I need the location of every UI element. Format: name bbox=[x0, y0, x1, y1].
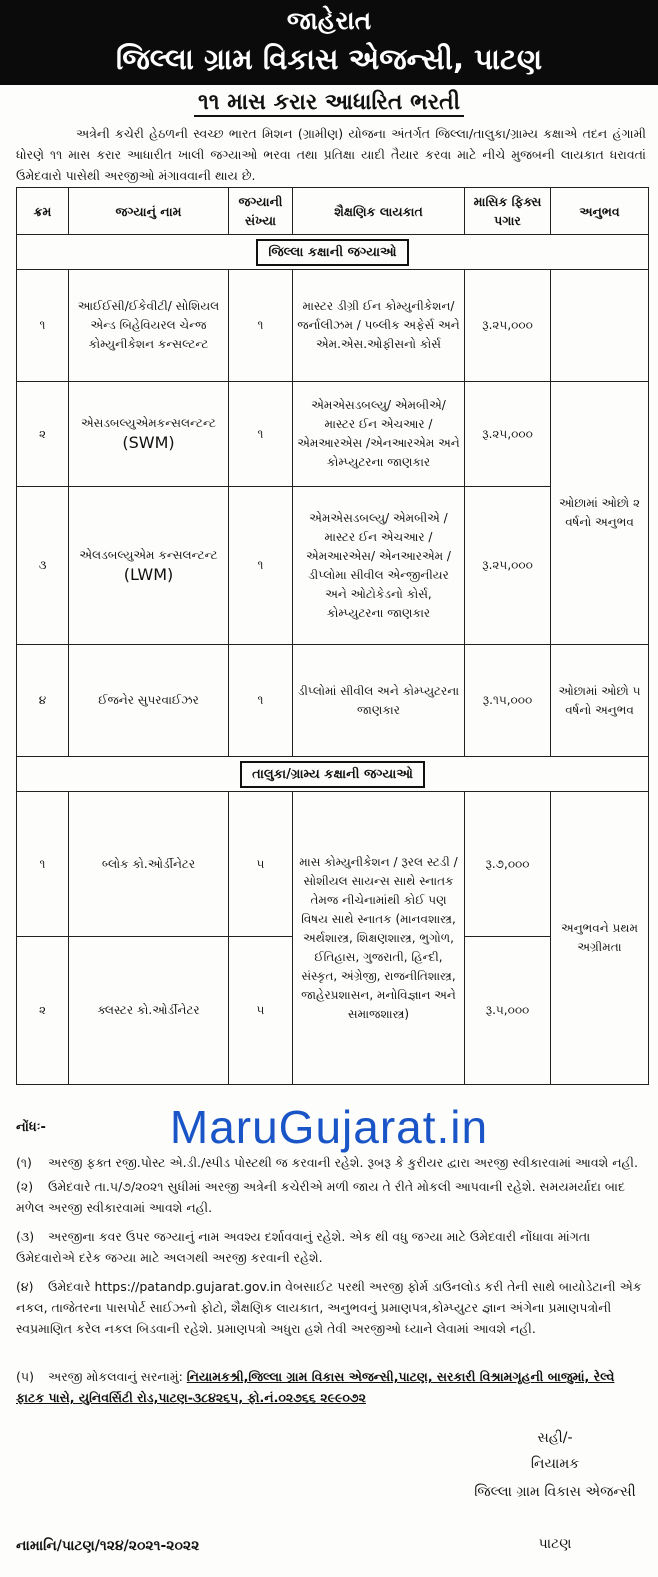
table-header-row bbox=[17, 188, 649, 235]
cell-post: આઈઈસી/ઈકેવીટી/ સોશિયલ એન્ડ બિહેવિયરલ ચેન્જ કોમ્યુનીકેશન કન્સલ્ટન્ટ bbox=[69, 270, 229, 382]
cell-experience-empty bbox=[551, 270, 649, 382]
signature-place: પાટણ bbox=[538, 1536, 572, 1552]
table-row bbox=[17, 792, 649, 937]
cell-qualification: એમએસડબલ્યુ/ એમબીએ / માસ્ટર ઈન એચઆર /એમઆરએસ/ એનઆરએમ / ડીપ્લોમા સીવીલ એન્જીનીયર અને ઓટોકેડનો કોર્સ, કોમ્પ્યુટરના જાણકાર bbox=[293, 487, 465, 645]
intro-paragraph: અત્રેની કચેરી હેઠળની સ્વચ્છ ભારત મિશન (ગ્રામીણ) યોજના અંતર્ગત જિલ્લા/તાલુકા/ગ્રામ્ય કક્ષાએ તદન હંગામી ધોરણે ૧૧ માસ કરાર આધારીત ખાલી જગ્યાઓ ભરવા તથા પ્રતિક્ષા યાદી તૈયાર કરવા માટે નીચે મુજબની લાયકાત ધરાવતાં ઉમેદવારો પાસેથી અરજીઓ મંગાવવાની થાય છે. bbox=[16, 126, 646, 183]
cell-salary: રૂ.૭,૦૦૦ bbox=[465, 792, 551, 937]
cell-serial: ૨ bbox=[17, 937, 69, 1085]
vacancy-table bbox=[16, 187, 649, 1085]
cell-experience: અનુભવને પ્રથમ અગ્રીમતા bbox=[551, 792, 649, 1085]
cell-qualification: એમએસડબલ્યુ/ એમબીએ/ માસ્ટર ઈન એચઆર /એમઆરએસ /એનઆરએમ અને કોમ્પ્યુટરના જાણકાર bbox=[293, 382, 465, 487]
cell-count: ૧ bbox=[229, 487, 293, 645]
cell-qualification: માસ્ટર ડીગ્રી ઈન કોમ્યુનીકેશન/ જર્નાલીઝમ / પબ્લીક અફેર્સ અને એમ.એસ.ઓફીસનો કોર્સ bbox=[293, 270, 465, 382]
cell-count: ૫ bbox=[229, 937, 293, 1085]
col-header-salary: માસિક ફિક્સ પગાર bbox=[465, 188, 551, 235]
cell-serial: ૪ bbox=[17, 645, 69, 757]
col-header-serial: ક્રમ bbox=[17, 188, 69, 235]
cell-serial: ૩ bbox=[17, 487, 69, 645]
cell-experience: ઓછામાં ઓછો ૨ વર્ષનો અનુભવ bbox=[551, 382, 649, 645]
signature-title: નિયામક bbox=[530, 1456, 580, 1472]
reference-number: નામાનિ/પાટણ/૧૨૪/૨૦૨૧-૨૦૨૨ bbox=[16, 1538, 200, 1554]
header-title: જાહેરાત bbox=[286, 6, 372, 35]
section-row-taluka bbox=[17, 757, 649, 792]
notes-label: નોંધઃ- bbox=[16, 1120, 46, 1135]
header-banner bbox=[0, 0, 658, 85]
col-header-qualification: શૈક્ષણિક લાયકાત bbox=[293, 188, 465, 235]
cell-salary: રૂ.૨૫,૦૦૦ bbox=[465, 382, 551, 487]
note-1: (૧) અરજી ફક્ત રજી.પોસ્ટ એ.ડી./સ્પીડ પોસ્ટથી જ કરવાની રહેશે. રૂબરૂ કે કુરીયર દ્વારા અરજી સ્વીકારવામાં આવશે નહી. bbox=[16, 1155, 638, 1170]
cell-experience: ઓછામાં ઓછો ૫ વર્ષનો અનુભવ bbox=[551, 645, 649, 757]
cell-post: એલડબલ્યુએમ કન્સલન્ટન્ટ (LWM) bbox=[69, 487, 229, 645]
cell-post: ઈજનેર સુપરવાઈઝર bbox=[69, 645, 229, 757]
cell-count: ૧ bbox=[229, 382, 293, 487]
table-row bbox=[17, 382, 649, 487]
recruitment-subtitle: ૧૧ માસ કરાર આધારિત ભરતી bbox=[0, 90, 658, 115]
cell-qualification: ડીપ્લોમાં સીવીલ અને કોમ્પ્યુટરના જાણકાર bbox=[293, 645, 465, 757]
note-3: (૩) અરજીના કવર ઉપર જગ્યાનું નામ અવશ્ય દર્શાવવાનું રહેશે. એક થી વધુ જગ્યા માટે ઉમેદવારી નોંધાવા માંગતા ઉમેદવારોએ દરેક જગ્યા માટે અલગથી અરજી કરવાની રહેશે. bbox=[16, 1229, 591, 1265]
cell-count: ૧ bbox=[229, 645, 293, 757]
cell-post-code: (LWM) bbox=[123, 564, 174, 584]
cell-post: એસડબલ્યુએમકન્સલન્ટન્ટ (SWM) bbox=[69, 382, 229, 487]
cell-count: ૧ bbox=[229, 270, 293, 382]
col-header-count: જગ્યાની સંખ્યા bbox=[229, 188, 293, 235]
table-row bbox=[17, 270, 649, 382]
note-4: (૪) ઉમેદવારે https://patandp.gujarat.gov.in વેબસાઈટ પરથી અરજી ફોર્મ ડાઉનલોડ કરી તેની સાથે બાયોડેટાની એક નકલ, તાજેતરના પાસપોર્ટ સાઈઝનો ફોટો, શૈક્ષણિક લાયકાત, અનુભવનું પ્રમાણપત્ર,કોમ્પ્યુટર જ્ઞાન અંગેના પ્રમાણપત્રોની સ્વપ્રમાણિત કરેલ નકલ બિડવાની રહેશે. પ્રમાણપત્રો અધુરા હશે તેવી અરજીઓ ધ્યાને લેવામાં આવશે નહી. bbox=[16, 1279, 642, 1336]
header-organization: જિલ્લા ગ્રામ વિકાસ એજન્સી, પાટણ bbox=[115, 42, 543, 76]
cell-count: ૫ bbox=[229, 792, 293, 937]
col-header-post: જગ્યાનું નામ bbox=[69, 188, 229, 235]
cell-salary: રૂ.૨૫,૦૦૦ bbox=[465, 270, 551, 382]
cell-post: ક્લસ્ટર કો.ઓર્ડીનેટર bbox=[69, 937, 229, 1085]
section-label-taluka: તાલુકા/ગ્રામ્ય કક્ષાની જગ્યાઓ bbox=[240, 761, 425, 788]
watermark: MaruGujarat.in bbox=[169, 1101, 489, 1153]
section-row-district bbox=[17, 235, 649, 270]
table-row bbox=[17, 645, 649, 757]
cell-post: બ્લોક કો.ઓર્ડીનેટર bbox=[69, 792, 229, 937]
signature-org: જિલ્લા ગ્રામ વિકાસ એજન્સી bbox=[474, 1484, 636, 1500]
cell-serial: ૧ bbox=[17, 792, 69, 937]
cell-post-code: (SWM) bbox=[122, 433, 175, 452]
cell-salary: રૂ.૧૫,૦૦૦ bbox=[465, 645, 551, 757]
note-2: (૨) ઉમેદવારે તા.૫/૭/૨૦૨૧ સુધીમાં અરજી અત્રેની કચેરીએ મળી જાય તે રીતે મોકલી આપવાની રહેશે. સમયમર્યાદા બાદ મળેલ અરજી સ્વીકારવામાં આવશે નહી. bbox=[16, 1179, 625, 1215]
cell-salary: રૂ.૫,૦૦૦ bbox=[465, 937, 551, 1085]
address-text: નિયામકશ્રી,જિલ્લા ગ્રામ વિકાસ એજન્સી,પાટણ, સરકારી વિશ્રામગૃહની બાજુમાં, રેલ્વે ફાટક પાસે, યુનિવર્સિટી રોડ,પાટણ-૩૮૪૨૬૫, ફો.નં.૦૨૭૬૬ ૨૯૯૦૭૨ bbox=[16, 1369, 615, 1405]
cell-salary: રૂ.૨૫,૦૦૦ bbox=[465, 487, 551, 645]
signature-sd: સહી/- bbox=[537, 1430, 573, 1446]
cell-serial: ૧ bbox=[17, 270, 69, 382]
note-5: (૫) અરજી મોકલવાનું સરનામું: નિયામકશ્રી,જિલ્લા ગ્રામ વિકાસ એજન્સી,પાટણ, સરકારી વિશ્રામગૃહની બાજુમાં, રેલ્વે ફાટક પાસે, યુનિવર્સિટી રોડ,પાટણ-૩૮૪૨૬૫, ફો.નં.૦૨૭૬૬ ૨૯૯૦૭૨ bbox=[16, 1369, 615, 1405]
cell-qualification: માસ કોમ્યુનીકેશન / રૂરલ સ્ટડી /સોશીયલ સાયન્સ સાથે સ્નાતક તેમજ નીચેનામાંથી કોઈ પણ વિષય સાથે સ્નાતક (માનવશાસ્ત્ર, અર્થશાસ્ત્ર, શિક્ષણશાસ્ત્ર, ભુગોળ, ઈતિહાસ, ગુજરાતી, હિન્દી, સંસ્કૃત, અંગ્રેજી, રાજનીતિશાસ્ત્ર, જાહેરપ્રશાસન, મનોવિજ્ઞાન અને સમાજશાસ્ત્ર) bbox=[293, 792, 465, 1085]
section-label-district: જિલ્લા કક્ષાની જગ્યાઓ bbox=[256, 239, 408, 266]
cell-serial: ૨ bbox=[17, 382, 69, 487]
col-header-experience: અનુભવ bbox=[551, 188, 649, 235]
